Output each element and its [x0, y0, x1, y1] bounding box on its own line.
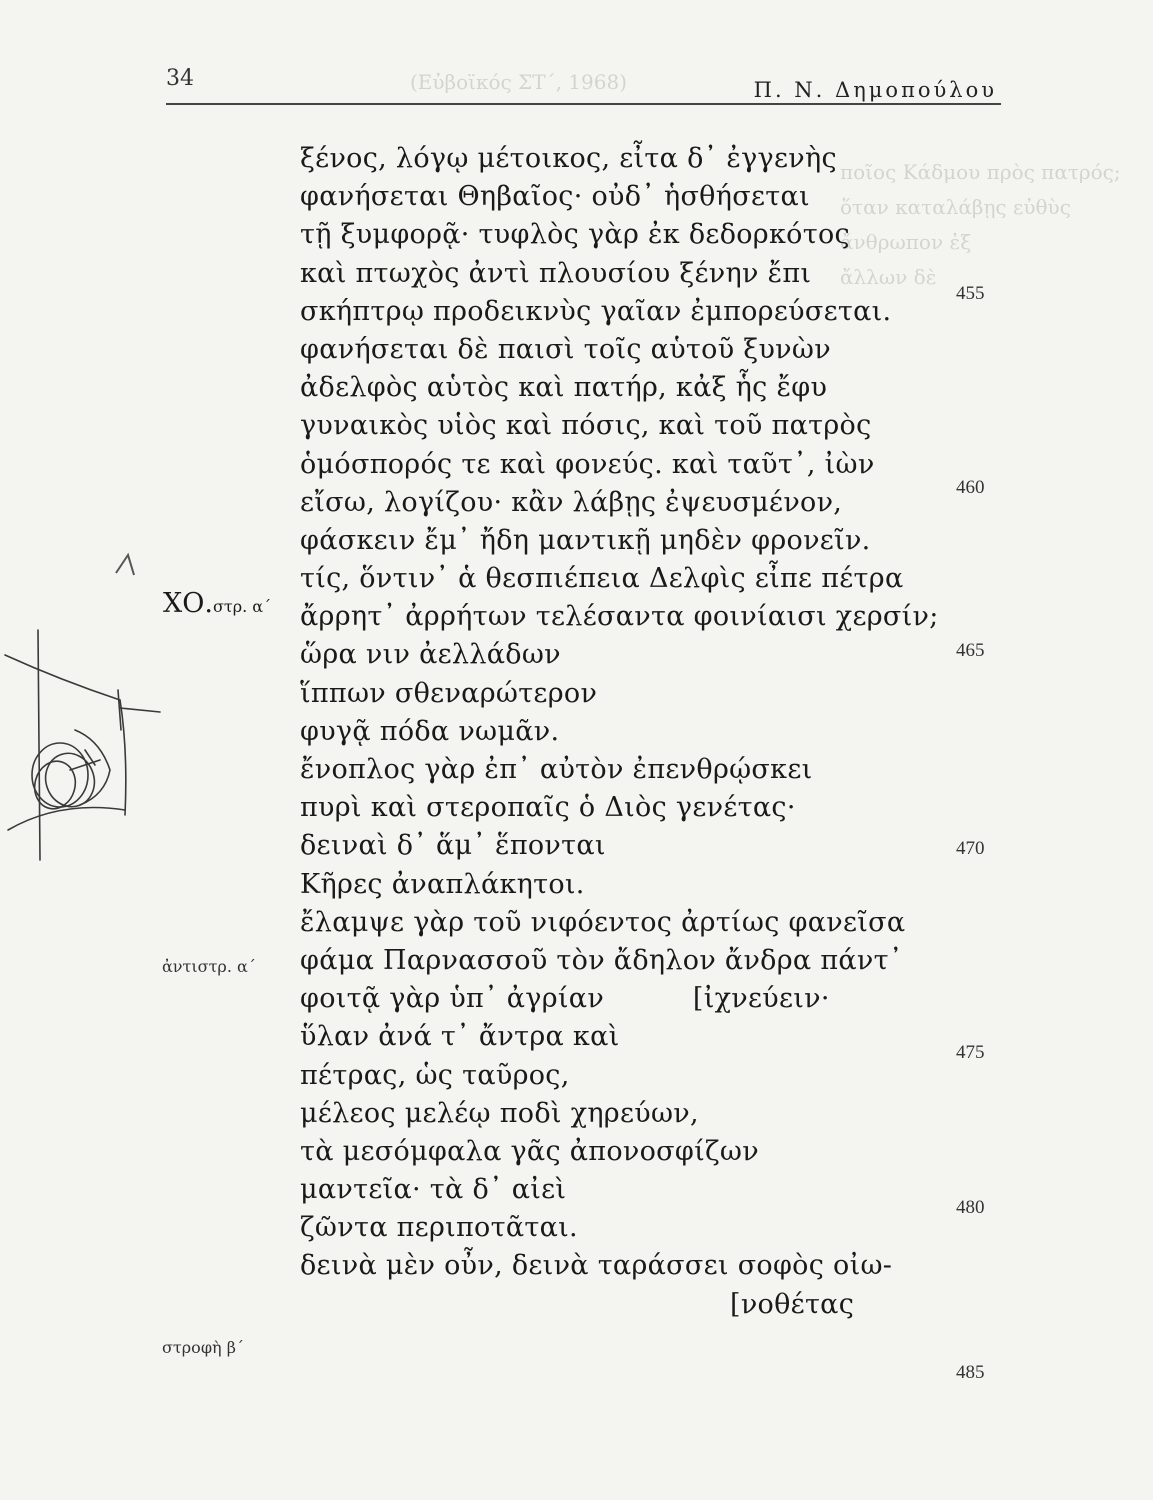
- verse-line: φάμα Παρνασσοῦ τὸν ἄδηλον ἄνδρα πάντ᾽: [300, 944, 903, 976]
- strophe-b-label: στροφὴ β΄: [162, 1338, 244, 1357]
- verse-line: δειναὶ δ᾽ ἅμ᾽ ἕπονται: [300, 830, 606, 862]
- verse-line: ξένος, λόγῳ μέτοικος, εἶτα δ᾽ ἐγγενὴς: [300, 143, 837, 174]
- verse-line: τίς, ὅντιν᾽ ἁ θεσπιέπεια Δελφὶς εἶπε πέτρα: [300, 563, 904, 595]
- line-number: 475: [956, 1042, 985, 1063]
- verse-line: φοιτᾷ γὰρ ὑπ᾽ ἀγρίαν [ἰχνεύειν·: [300, 983, 830, 1015]
- bleed-through-line: ὅταν καταλάβῃς εὐθὺς: [840, 195, 1071, 219]
- verse-line: Κῆρες ἀναπλάκητοι.: [300, 868, 585, 900]
- verse-line: τῇ ξυμφορᾷ· τυφλὸς γὰρ ἐκ δεδορκότος: [300, 219, 850, 251]
- verse-line: καὶ πτωχὸς ἀντὶ πλουσίου ξένην ἔπι: [300, 257, 812, 289]
- verse-line: φανήσεται Θηβαῖος· οὐδ᾽ ἡσθήσεται: [300, 181, 810, 213]
- verse-line: εἴσω, λογίζου· κἂν λάβῃς ἐψευσμένον,: [300, 486, 843, 518]
- speaker-label: ΧΟ.: [163, 588, 213, 619]
- verse-line: ἄρρητ᾽ ἀρρήτων τελέσαντα φοινίαισι χερσίν;: [300, 601, 939, 633]
- verse-line: ἔνοπλος γὰρ ἐπ᾽ αὐτὸν ἐπενθρῴσκει: [300, 754, 813, 785]
- bleed-through-header: (Εὐβοϊκός ΣΤ΄, 1968): [410, 70, 628, 94]
- verse-line: ὥρα νιν ἀελλάδων: [300, 639, 561, 671]
- bleed-through-line: ἄλλων δὲ: [840, 265, 937, 289]
- strophe-label: στρ. α΄: [212, 597, 272, 616]
- verse-line: ζῶντα περιποτᾶται.: [300, 1212, 578, 1244]
- bleed-through-line: ποῖος Κάδμου πρὸς πατρός;: [840, 160, 1121, 184]
- verse-line: ὁμόσπορός τε καὶ φονεύς. καὶ ταῦτ᾽, ἰὼν: [300, 448, 875, 480]
- handwritten-scribble: [0, 600, 180, 880]
- line-number: 465: [956, 640, 985, 661]
- verse-line: πυρὶ καὶ στεροπαῖς ὁ Διὸς γενέτας·: [300, 792, 796, 824]
- running-head-author: Π. Ν. Δημοπούλου: [753, 78, 997, 102]
- header-rule: [166, 103, 1001, 105]
- verse-line: ἔλαμψε γὰρ τοῦ νιφόεντος ἀρτίως φανεῖσα: [300, 906, 906, 938]
- verse-line: μέλεος μελέῳ ποδὶ χηρεύων,: [300, 1097, 699, 1129]
- margin-mark: [108, 545, 148, 585]
- antistrophe-label: ἀντιστρ. α΄: [162, 957, 256, 976]
- line-number: 455: [956, 283, 985, 304]
- verse-line: μαντεῖα· τὰ δ᾽ αἰεὶ: [300, 1174, 567, 1206]
- verse-line: γυναικὸς υἱὸς καὶ πόσις, καὶ τοῦ πατρὸς: [300, 410, 872, 442]
- verse-line: φάσκειν ἔμ᾽ ἤδη μαντικῇ μηδὲν φρονεῖν.: [300, 524, 871, 556]
- verse-line: ὕλαν ἀνά τ᾽ ἄντρα καὶ: [300, 1021, 620, 1053]
- verse-line: ἀδελφὸς αὑτὸς καὶ πατήρ, κἀξ ἧς ἔφυ: [300, 372, 828, 404]
- page-number: 34: [166, 66, 194, 91]
- verse-line: ἵππων σθεναρώτερον: [300, 677, 598, 709]
- verse-line: σκήπτρῳ προδεικνὺς γαῖαν ἐμπορεύσεται.: [300, 295, 892, 327]
- verse-line: δεινὰ μὲν οὖν, δεινὰ ταράσσει σοφὸς οἰω-: [300, 1250, 893, 1282]
- verse-line: φανήσεται δὲ παισὶ τοῖς αὑτοῦ ξυνὼν: [300, 333, 831, 365]
- line-number: 470: [956, 838, 985, 859]
- line-number: 480: [956, 1197, 985, 1218]
- verse-line-continuation: [νοθέτας: [730, 1288, 855, 1320]
- line-number: 485: [956, 1362, 985, 1383]
- verse-line: πέτρας, ὡς ταῦρος,: [300, 1059, 570, 1091]
- line-number: 460: [956, 477, 985, 498]
- verse-line: τὰ μεσόμφαλα γᾶς ἀπονοσφίζων: [300, 1135, 759, 1167]
- verse-line: φυγᾷ πόδα νωμᾶν.: [300, 715, 560, 747]
- bleed-through-line: ἄνθρωπον ἐξ: [840, 230, 972, 254]
